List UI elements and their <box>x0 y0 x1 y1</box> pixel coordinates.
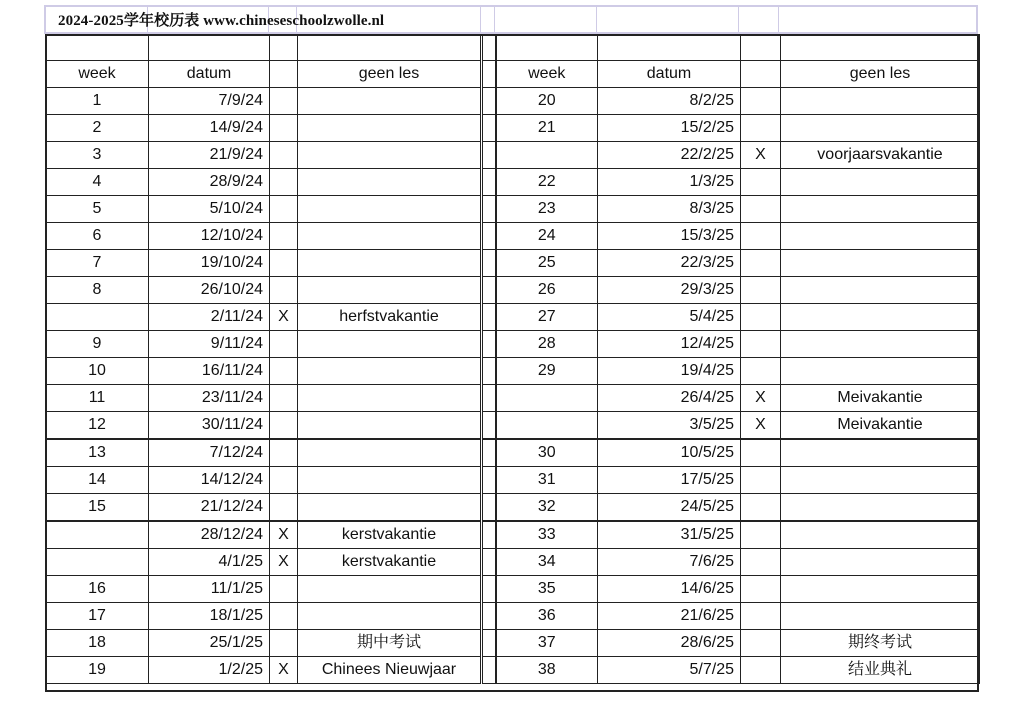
geen-les-right-cell <box>781 603 980 630</box>
gap-cell <box>482 657 496 684</box>
header-row <box>46 61 980 88</box>
week-right-cell <box>496 412 598 440</box>
mark-right-cell <box>741 603 781 630</box>
geen-les-left-cell <box>298 142 482 169</box>
datum-left-cell: 2/11/24 <box>149 304 270 331</box>
gap-cell <box>482 576 496 603</box>
school-calendar-table <box>45 34 980 684</box>
table-row <box>46 549 980 576</box>
week-left-cell: 4 <box>46 169 149 196</box>
header-week-right: week <box>496 61 598 88</box>
mark-right-cell <box>741 169 781 196</box>
geen-les-right-cell <box>781 169 980 196</box>
datum-left-cell: 28/12/24 <box>149 521 270 549</box>
geen-les-right-cell <box>781 439 980 467</box>
week-left-cell: 18 <box>46 630 149 657</box>
datum-right-cell: 15/3/25 <box>598 223 741 250</box>
geen-les-left-cell: kerstvakantie <box>298 549 482 576</box>
table-row <box>46 603 980 630</box>
datum-right-cell: 24/5/25 <box>598 494 741 522</box>
week-right-cell: 22 <box>496 169 598 196</box>
table-row <box>46 142 980 169</box>
datum-left-cell: 25/1/25 <box>149 630 270 657</box>
gap-cell <box>482 467 496 494</box>
week-left-cell: 16 <box>46 576 149 603</box>
week-left-cell: 14 <box>46 467 149 494</box>
week-right-cell: 24 <box>496 223 598 250</box>
geen-les-left-cell <box>298 467 482 494</box>
mark-right-cell <box>741 521 781 549</box>
header-geen-les-left: geen les <box>298 61 482 88</box>
header-geen-les-right: geen les <box>781 61 980 88</box>
gap-cell <box>482 331 496 358</box>
mark-left-cell <box>270 603 298 630</box>
mark-left-cell <box>270 88 298 115</box>
datum-left-cell: 18/1/25 <box>149 603 270 630</box>
week-right-cell: 37 <box>496 630 598 657</box>
week-left-cell: 10 <box>46 358 149 385</box>
datum-right-cell: 12/4/25 <box>598 331 741 358</box>
week-right-cell: 33 <box>496 521 598 549</box>
geen-les-left-cell <box>298 169 482 196</box>
datum-left-cell: 7/9/24 <box>149 88 270 115</box>
week-left-cell: 15 <box>46 494 149 522</box>
datum-right-cell: 5/7/25 <box>598 657 741 684</box>
mark-left-cell <box>270 169 298 196</box>
gap-cell <box>482 521 496 549</box>
geen-les-right-cell <box>781 196 980 223</box>
mark-left-cell <box>270 358 298 385</box>
mark-right-cell: X <box>741 142 781 169</box>
mark-left-cell: X <box>270 549 298 576</box>
week-left-cell: 2 <box>46 115 149 142</box>
datum-right-cell: 7/6/25 <box>598 549 741 576</box>
week-left-cell <box>46 521 149 549</box>
datum-left-cell: 5/10/24 <box>149 196 270 223</box>
geen-les-right-cell: 结业典礼 <box>781 657 980 684</box>
mark-left-cell <box>270 223 298 250</box>
week-right-cell: 35 <box>496 576 598 603</box>
geen-les-right-cell <box>781 250 980 277</box>
week-left-cell: 1 <box>46 88 149 115</box>
week-right-cell: 26 <box>496 277 598 304</box>
table-row <box>46 385 980 412</box>
mark-left-cell <box>270 494 298 522</box>
week-right-cell: 34 <box>496 549 598 576</box>
header-gap <box>482 61 496 88</box>
mark-left-cell <box>270 412 298 440</box>
gap-cell <box>482 304 496 331</box>
week-left-cell: 5 <box>46 196 149 223</box>
mark-left-cell <box>270 142 298 169</box>
geen-les-right-cell <box>781 115 980 142</box>
gap-cell <box>482 88 496 115</box>
datum-right-cell: 15/2/25 <box>598 115 741 142</box>
gap-cell <box>482 358 496 385</box>
geen-les-right-cell <box>781 521 980 549</box>
geen-les-left-cell <box>298 576 482 603</box>
header-mark-left <box>270 61 298 88</box>
geen-les-left-cell <box>298 277 482 304</box>
geen-les-right-cell <box>781 549 980 576</box>
table-row <box>46 467 980 494</box>
table-row <box>46 358 980 385</box>
week-right-cell: 36 <box>496 603 598 630</box>
mark-left-cell <box>270 439 298 467</box>
datum-right-cell: 21/6/25 <box>598 603 741 630</box>
mark-right-cell <box>741 250 781 277</box>
datum-right-cell: 3/5/25 <box>598 412 741 440</box>
week-right-cell: 28 <box>496 331 598 358</box>
datum-right-cell: 8/2/25 <box>598 88 741 115</box>
table-row <box>46 657 980 684</box>
gap-cell <box>482 603 496 630</box>
geen-les-left-cell <box>298 439 482 467</box>
table-row <box>46 521 980 549</box>
mark-right-cell <box>741 358 781 385</box>
gap-cell <box>482 385 496 412</box>
table-row <box>46 196 980 223</box>
mark-right-cell <box>741 88 781 115</box>
table-row <box>46 494 980 522</box>
datum-right-cell: 31/5/25 <box>598 521 741 549</box>
week-left-cell: 8 <box>46 277 149 304</box>
geen-les-left-cell <box>298 358 482 385</box>
header-datum-left: datum <box>149 61 270 88</box>
mark-left-cell <box>270 250 298 277</box>
geen-les-right-cell <box>781 494 980 522</box>
geen-les-left-cell <box>298 223 482 250</box>
week-right-cell: 27 <box>496 304 598 331</box>
datum-left-cell: 1/2/25 <box>149 657 270 684</box>
mark-right-cell <box>741 657 781 684</box>
datum-left-cell: 12/10/24 <box>149 223 270 250</box>
gap-cell <box>482 169 496 196</box>
mark-left-cell <box>270 277 298 304</box>
table-row <box>46 223 980 250</box>
week-right-cell: 23 <box>496 196 598 223</box>
geen-les-left-cell: Chinees Nieuwjaar <box>298 657 482 684</box>
geen-les-left-cell <box>298 115 482 142</box>
week-left-cell <box>46 304 149 331</box>
week-left-cell: 7 <box>46 250 149 277</box>
mark-left-cell: X <box>270 657 298 684</box>
mark-right-cell <box>741 115 781 142</box>
week-left-cell: 19 <box>46 657 149 684</box>
geen-les-right-cell <box>781 576 980 603</box>
gap-cell <box>482 277 496 304</box>
table-row <box>46 304 980 331</box>
mark-right-cell <box>741 467 781 494</box>
week-left-cell <box>46 549 149 576</box>
week-right-cell: 30 <box>496 439 598 467</box>
table-row <box>46 115 980 142</box>
geen-les-right-cell <box>781 277 980 304</box>
geen-les-left-cell <box>298 250 482 277</box>
header-mark-right <box>741 61 781 88</box>
gap-cell <box>482 115 496 142</box>
datum-left-cell: 16/11/24 <box>149 358 270 385</box>
gap-cell <box>482 250 496 277</box>
week-left-cell: 17 <box>46 603 149 630</box>
geen-les-right-cell: Meivakantie <box>781 412 980 440</box>
datum-right-cell: 14/6/25 <box>598 576 741 603</box>
table-row <box>46 250 980 277</box>
mark-right-cell <box>741 576 781 603</box>
table-row <box>46 630 980 657</box>
gap-cell <box>482 439 496 467</box>
mark-left-cell <box>270 196 298 223</box>
geen-les-left-cell <box>298 88 482 115</box>
geen-les-right-cell: voorjaarsvakantie <box>781 142 980 169</box>
week-left-cell: 9 <box>46 331 149 358</box>
gap-cell <box>482 494 496 522</box>
gap-cell <box>482 142 496 169</box>
datum-left-cell: 14/12/24 <box>149 467 270 494</box>
geen-les-right-cell <box>781 223 980 250</box>
datum-left-cell: 30/11/24 <box>149 412 270 440</box>
datum-left-cell: 14/9/24 <box>149 115 270 142</box>
datum-right-cell: 28/6/25 <box>598 630 741 657</box>
geen-les-left-cell <box>298 385 482 412</box>
week-right-cell: 21 <box>496 115 598 142</box>
header-week-left: week <box>46 61 149 88</box>
mark-right-cell <box>741 494 781 522</box>
mark-right-cell <box>741 223 781 250</box>
mark-right-cell: X <box>741 412 781 440</box>
table-row <box>46 88 980 115</box>
mark-right-cell <box>741 549 781 576</box>
geen-les-left-cell: 期中考试 <box>298 630 482 657</box>
mark-right-cell <box>741 630 781 657</box>
gap-cell <box>482 549 496 576</box>
week-right-cell: 32 <box>496 494 598 522</box>
week-left-cell: 3 <box>46 142 149 169</box>
header-datum-right: datum <box>598 61 741 88</box>
datum-left-cell: 19/10/24 <box>149 250 270 277</box>
datum-left-cell: 21/12/24 <box>149 494 270 522</box>
geen-les-left-cell <box>298 331 482 358</box>
week-left-cell: 13 <box>46 439 149 467</box>
mark-left-cell <box>270 467 298 494</box>
mark-left-cell: X <box>270 304 298 331</box>
mark-left-cell <box>270 630 298 657</box>
geen-les-right-cell <box>781 88 980 115</box>
week-right-cell <box>496 385 598 412</box>
geen-les-left-cell <box>298 412 482 440</box>
datum-right-cell: 22/2/25 <box>598 142 741 169</box>
datum-left-cell: 28/9/24 <box>149 169 270 196</box>
datum-right-cell: 19/4/25 <box>598 358 741 385</box>
geen-les-left-cell <box>298 603 482 630</box>
week-left-cell: 12 <box>46 412 149 440</box>
mark-right-cell <box>741 196 781 223</box>
table-row <box>46 576 980 603</box>
gap-cell <box>482 196 496 223</box>
geen-les-left-cell <box>298 196 482 223</box>
mark-right-cell <box>741 304 781 331</box>
week-right-cell: 29 <box>496 358 598 385</box>
mark-left-cell <box>270 331 298 358</box>
week-left-cell: 6 <box>46 223 149 250</box>
datum-right-cell: 17/5/25 <box>598 467 741 494</box>
datum-left-cell: 21/9/24 <box>149 142 270 169</box>
geen-les-right-cell: Meivakantie <box>781 385 980 412</box>
mark-right-cell <box>741 439 781 467</box>
datum-right-cell: 26/4/25 <box>598 385 741 412</box>
mark-left-cell <box>270 385 298 412</box>
datum-right-cell: 1/3/25 <box>598 169 741 196</box>
mark-left-cell <box>270 576 298 603</box>
gap-cell <box>482 223 496 250</box>
geen-les-right-cell <box>781 304 980 331</box>
table-row <box>46 331 980 358</box>
geen-les-right-cell <box>781 467 980 494</box>
datum-left-cell: 11/1/25 <box>149 576 270 603</box>
mark-left-cell <box>270 115 298 142</box>
datum-left-cell: 4/1/25 <box>149 549 270 576</box>
geen-les-right-cell <box>781 331 980 358</box>
mark-right-cell: X <box>741 385 781 412</box>
week-right-cell <box>496 142 598 169</box>
gap-cell <box>482 412 496 440</box>
geen-les-left-cell: kerstvakantie <box>298 521 482 549</box>
table-row <box>46 277 980 304</box>
week-right-cell: 31 <box>496 467 598 494</box>
datum-right-cell: 8/3/25 <box>598 196 741 223</box>
datum-right-cell: 22/3/25 <box>598 250 741 277</box>
week-left-cell: 11 <box>46 385 149 412</box>
datum-left-cell: 23/11/24 <box>149 385 270 412</box>
datum-left-cell: 9/11/24 <box>149 331 270 358</box>
datum-left-cell: 26/10/24 <box>149 277 270 304</box>
geen-les-left-cell: herfstvakantie <box>298 304 482 331</box>
datum-right-cell: 5/4/25 <box>598 304 741 331</box>
table-row <box>46 439 980 467</box>
table-row <box>46 169 980 196</box>
mark-right-cell <box>741 331 781 358</box>
datum-right-cell: 10/5/25 <box>598 439 741 467</box>
geen-les-right-cell: 期终考试 <box>781 630 980 657</box>
mark-left-cell: X <box>270 521 298 549</box>
week-right-cell: 38 <box>496 657 598 684</box>
datum-left-cell: 7/12/24 <box>149 439 270 467</box>
mark-right-cell <box>741 277 781 304</box>
gap-cell <box>482 630 496 657</box>
spacer-row <box>46 35 980 61</box>
page-title: 2024-2025学年校历表 www.chineseschoolzwolle.nl <box>58 13 385 29</box>
geen-les-left-cell <box>298 494 482 522</box>
week-right-cell: 25 <box>496 250 598 277</box>
geen-les-right-cell <box>781 358 980 385</box>
week-right-cell: 20 <box>496 88 598 115</box>
table-row <box>46 412 980 440</box>
datum-right-cell: 29/3/25 <box>598 277 741 304</box>
